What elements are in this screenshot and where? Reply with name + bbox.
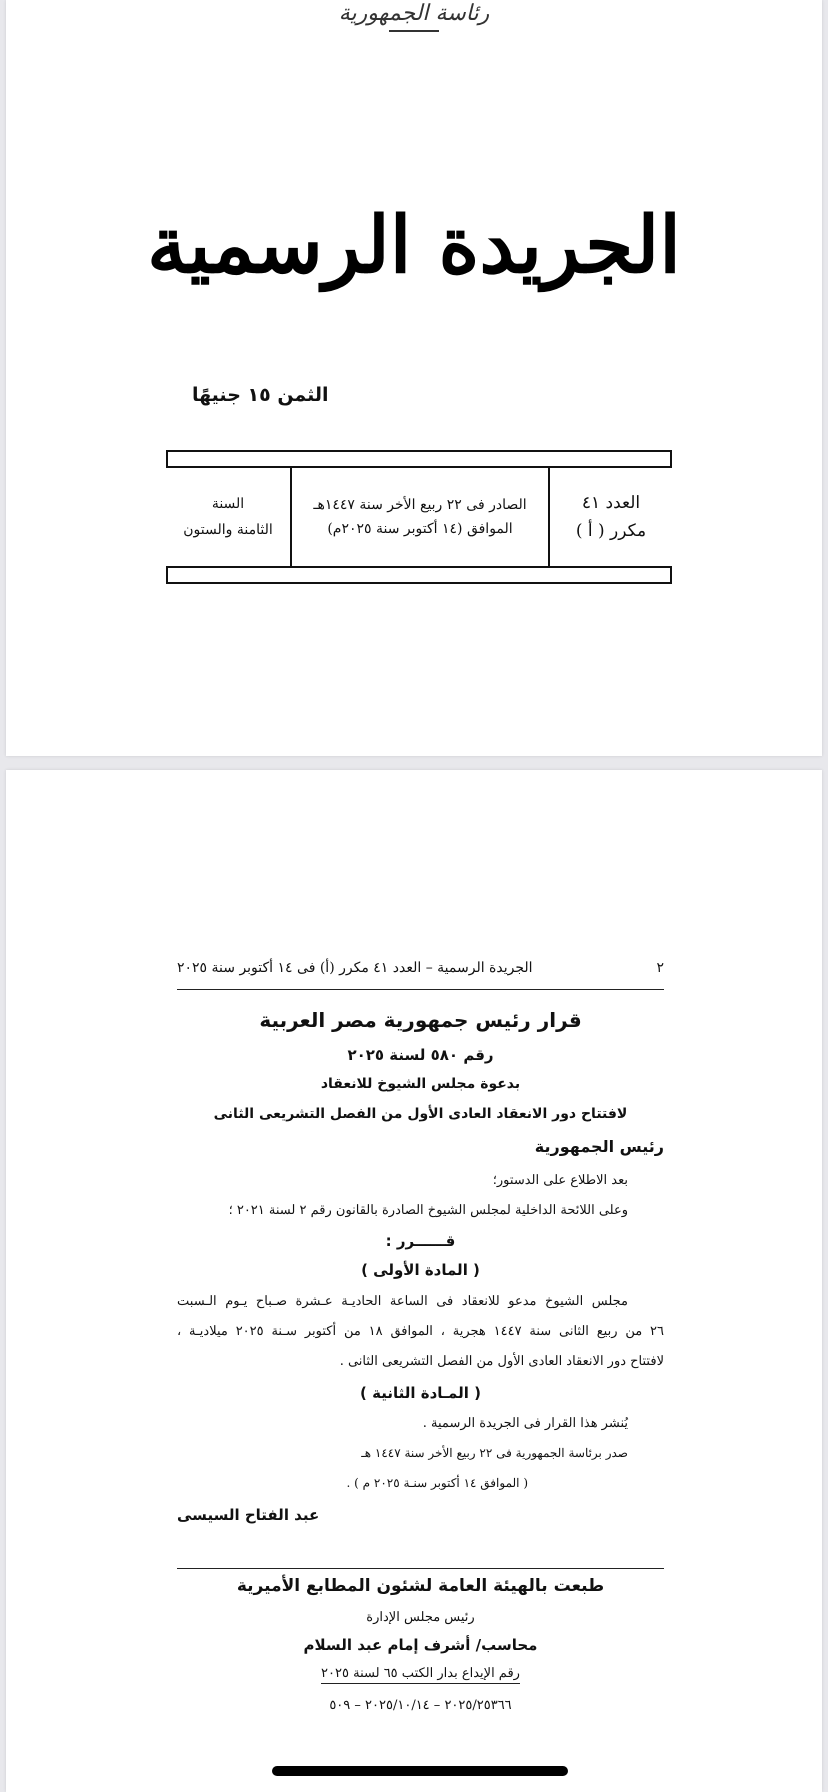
article2-heading: ( المـادة الثانية ) bbox=[360, 1384, 481, 1402]
deposit-number-row bbox=[177, 1666, 664, 1684]
masthead-title: الجريدة الرسمية bbox=[147, 200, 681, 291]
board-chair-name: محاسب/ أشرف إمام عبد السلام bbox=[303, 1636, 538, 1654]
issue-number-cell bbox=[550, 468, 672, 566]
print-code: ٢٠٢٥/٢٥٣٦٦ – ٢٠٢٥/١٠/١٤ – ٥٠٩ bbox=[329, 1698, 512, 1713]
issue-date-hijri: الصادر فى ٢٢ ربيع الأخر سنة ١٤٤٧هـ bbox=[313, 497, 527, 513]
price-label: الثمن ١٥ جنيهًا bbox=[192, 384, 329, 406]
footer-rule bbox=[177, 1568, 664, 1569]
decree-title: قرار رئيس جمهورية مصر العربية bbox=[259, 1008, 582, 1032]
running-header-text: الجريدة الرسمية – العدد ٤١ مكرر (أ) فى ١٤ أكتوبر سنة ٢٠٢٥ bbox=[177, 960, 533, 976]
home-indicator[interactable] bbox=[272, 1766, 568, 1776]
header-rule bbox=[177, 989, 664, 990]
seal-underline bbox=[389, 30, 439, 32]
decree-number: رقم ٥٨٠ لسنة ٢٠٢٥ bbox=[347, 1046, 494, 1064]
page-number: ٢ bbox=[656, 960, 664, 976]
decided-heading: قــــــرر : bbox=[385, 1232, 456, 1250]
president-signature: عبد الفتاح السيسى bbox=[177, 1506, 320, 1524]
issue-date-gregorian: الموافق (١٤ أكتوبر سنة ٢٠٢٥م) bbox=[327, 521, 513, 537]
masthead-bottom-bar bbox=[166, 566, 672, 584]
article1-line-3: لافتتاح دور الانعقاد العادى الأول من الفصل التشريعى الثانى . bbox=[339, 1354, 664, 1369]
article1-line-1: مجلس الشيوخ مدعو للانعقاد فى الساعة الحاديـة عـشرة صـباح يـوم الـسبت bbox=[177, 1294, 628, 1309]
issue-info-box bbox=[166, 468, 672, 566]
issued-line-2: ( الموافق ١٤ أكتوبر سنـة ٢٠٢٥ م ) . bbox=[346, 1476, 528, 1490]
article1-line-2: ٢٦ من ربيع الثانى سنة ١٤٤٧ هجرية ، الموافق ١٨ من أكتوبر سـنة ٢٠٢٥ ميلاديـة ، bbox=[177, 1324, 664, 1339]
year-value: الثامنة والستون bbox=[183, 522, 273, 538]
gazette-cover-page bbox=[6, 0, 822, 756]
decree-subject: لافتتاح دور الانعقاد العادى الأول من الفصل التشريعى الثانى bbox=[213, 1106, 628, 1122]
issue-date-cell bbox=[290, 468, 550, 566]
article2-text: يُنشر هذا القرار فى الجريدة الرسمية . bbox=[422, 1416, 628, 1431]
issue-suffix: مكرر ( أ ) bbox=[575, 521, 647, 541]
preamble-line-2: وعلى اللائحة الداخلية لمجلس الشيوخ الصادرة بالقانون رقم ٢ لسنة ٢٠٢١ ؛ bbox=[228, 1203, 628, 1218]
preamble-line-1: بعد الاطلاع على الدستور؛ bbox=[492, 1173, 628, 1188]
printer-name: طبعت بالهيئة العامة لشئون المطابع الأميرية bbox=[236, 1576, 605, 1596]
president-heading: رئيس الجمهورية bbox=[534, 1137, 664, 1156]
seal-text: رئاسة الجمهورية bbox=[338, 1, 490, 26]
issue-number: العدد ٤١ bbox=[581, 493, 641, 513]
decree-page bbox=[6, 770, 822, 1792]
board-chair-title: رئيس مجلس الإدارة bbox=[366, 1610, 475, 1625]
issued-line-1: صدر برئاسة الجمهورية فى ٢٢ ربيع الأخر سنة ١٤٤٧ هـ bbox=[361, 1446, 628, 1460]
decree-subtitle: بدعوة مجلس الشيوخ للانعقاد bbox=[320, 1076, 521, 1092]
presidency-seal bbox=[6, 0, 822, 32]
running-header bbox=[177, 956, 664, 980]
masthead-top-bar bbox=[166, 450, 672, 468]
deposit-number: رقم الإيداع بدار الكتب ٦٥ لسنة ٢٠٢٥ bbox=[321, 1666, 520, 1684]
year-label: السنة bbox=[211, 496, 245, 512]
issue-year-cell bbox=[166, 468, 290, 566]
article1-heading: ( المادة الأولى ) bbox=[361, 1261, 480, 1279]
